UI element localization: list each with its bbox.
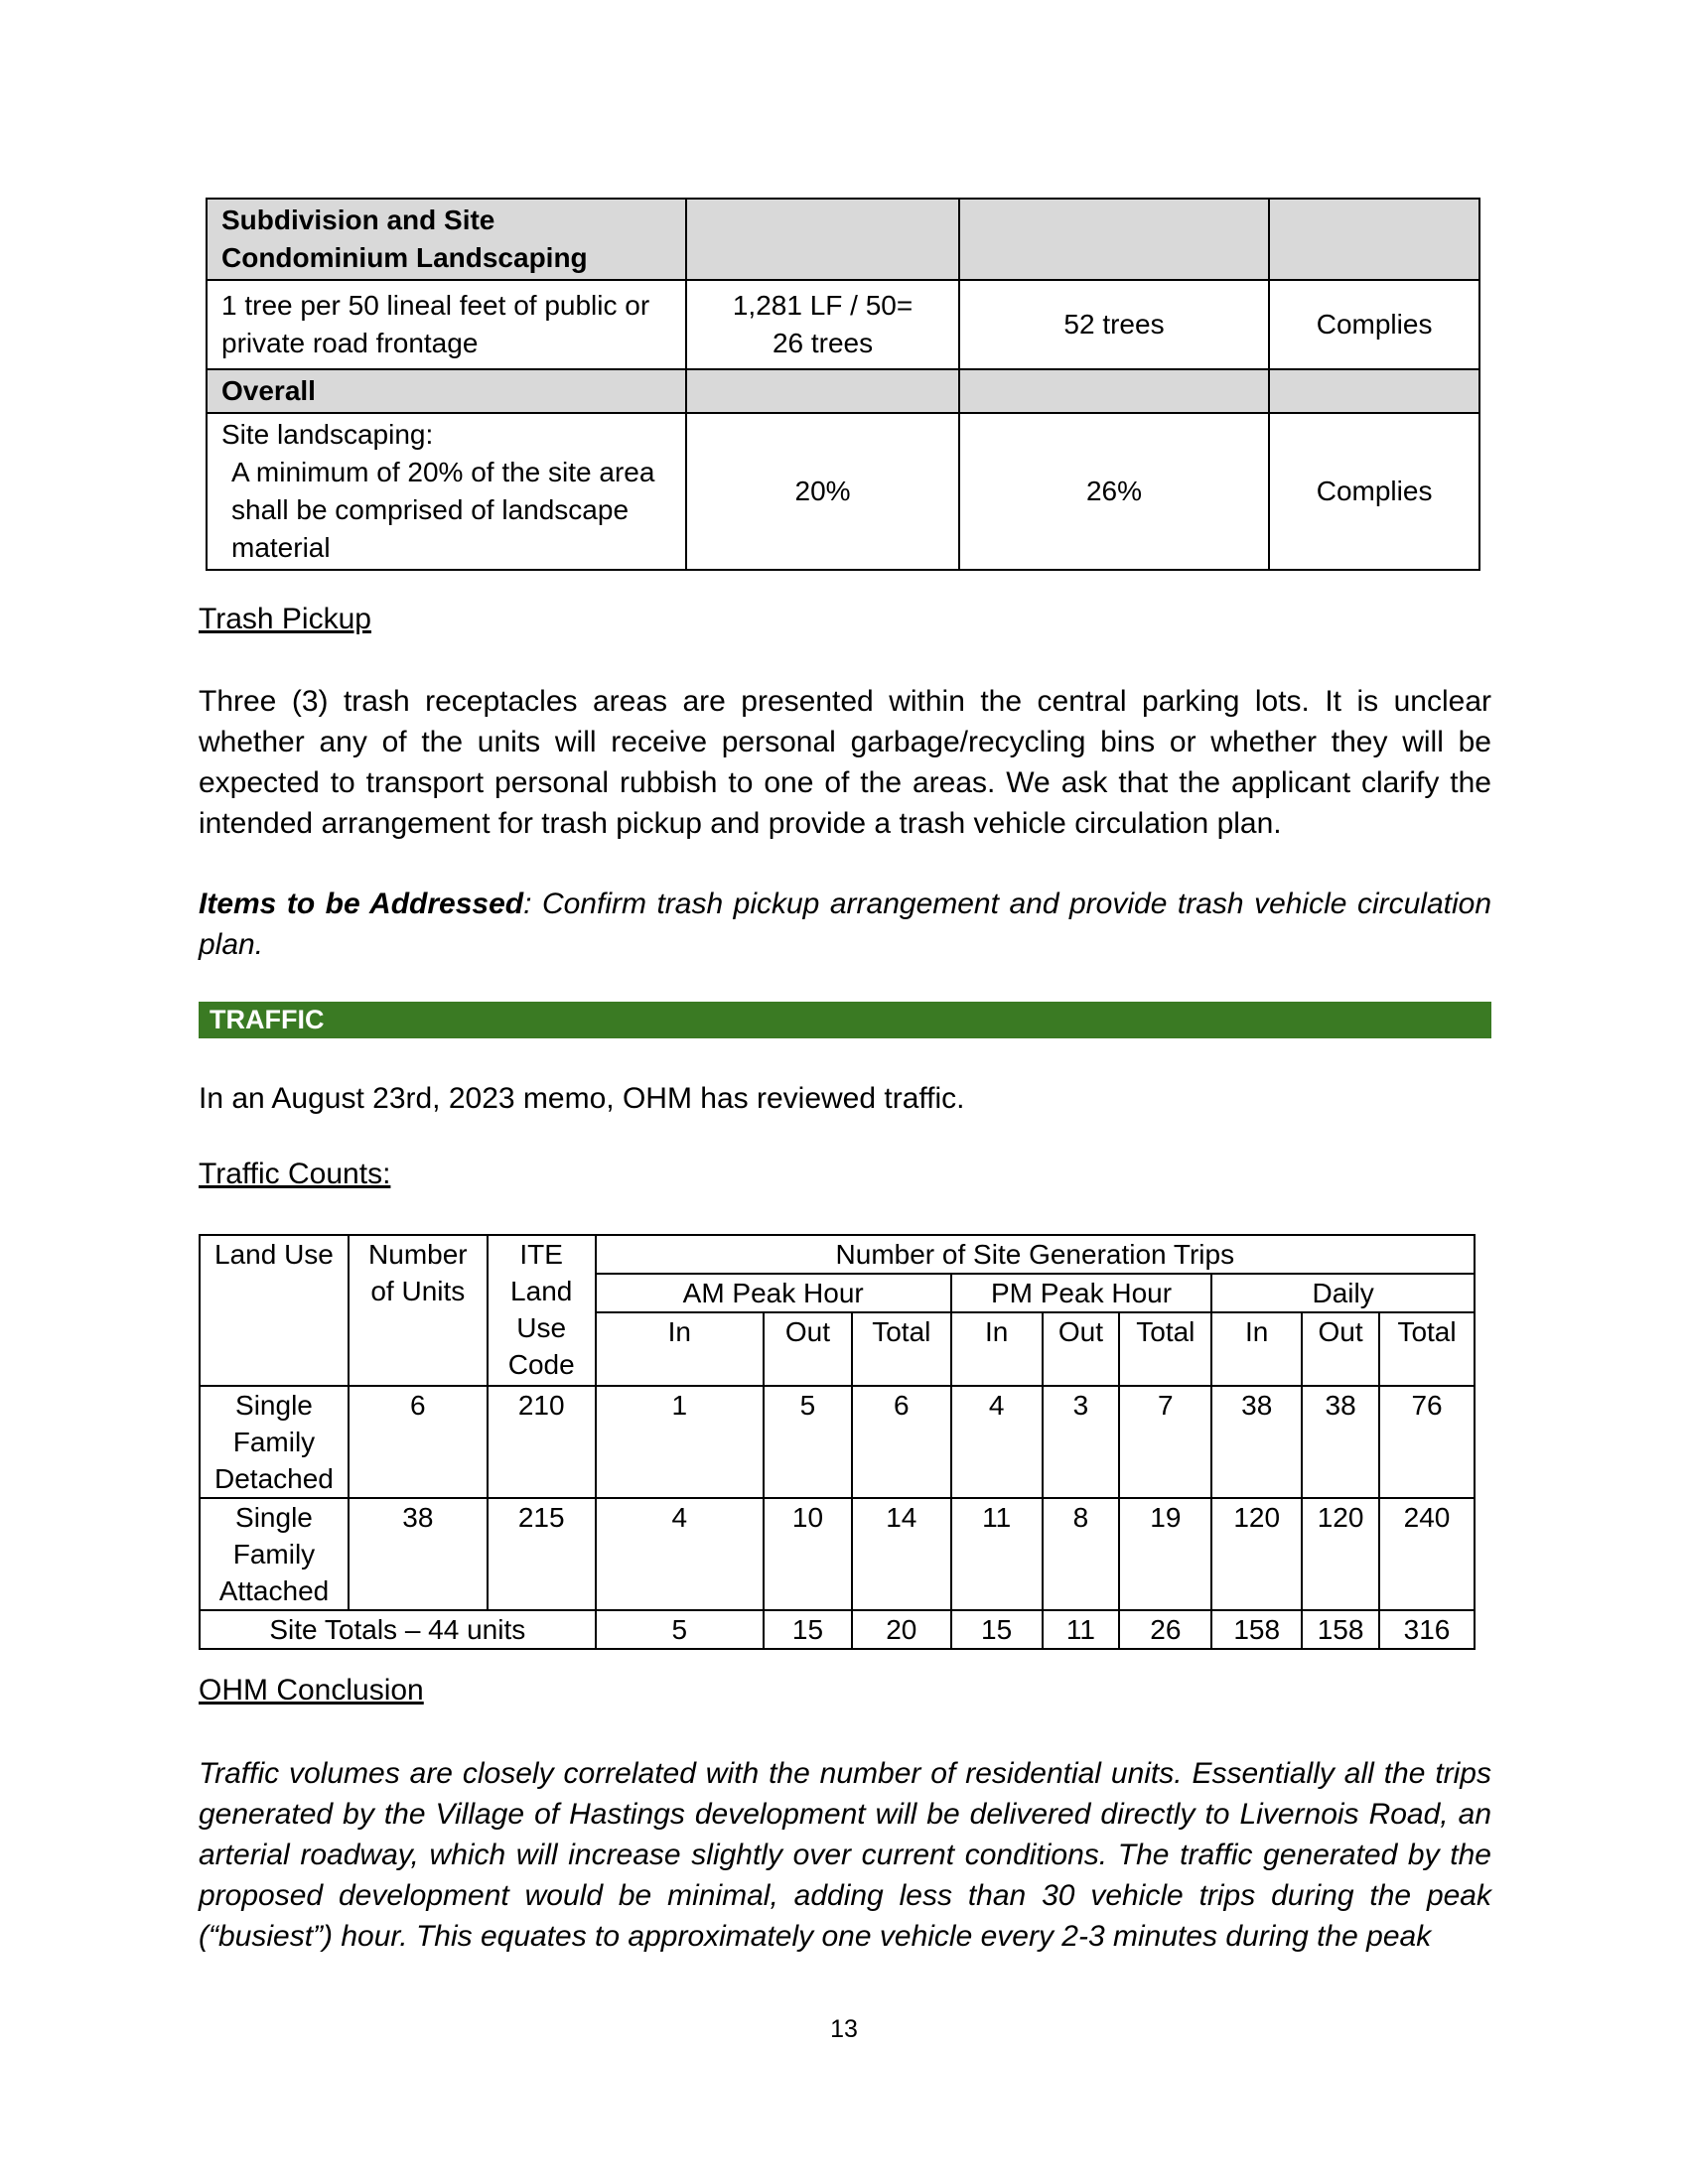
traffic-counts-table xyxy=(199,1234,1476,1650)
table-row xyxy=(207,280,1479,369)
table-row: Single Family Detached 6 210 1 5 6 4 3 7 38 38 76 xyxy=(200,1386,1475,1498)
ohm-conclusion-heading: OHM Conclusion xyxy=(199,1674,424,1706)
header-total: Total xyxy=(1379,1312,1475,1386)
header-total: Total xyxy=(1119,1312,1211,1386)
status-cell: Complies xyxy=(1269,413,1479,570)
items-to-be-addressed xyxy=(199,884,1491,965)
land-use-cell: Single Family Attached xyxy=(200,1498,349,1610)
section-header-cell: Overall xyxy=(207,369,686,413)
required-cell: 1,281 LF / 50= 26 trees xyxy=(686,280,959,369)
section-header-cell: Subdivision and Site Condominium Landscaping xyxy=(207,199,686,280)
header-out: Out xyxy=(764,1312,852,1386)
items-label: Items to be Addressed xyxy=(199,887,524,920)
status-cell: Complies xyxy=(1269,280,1479,369)
header-pm: PM Peak Hour xyxy=(951,1274,1212,1312)
header-in: In xyxy=(951,1312,1043,1386)
totals-label: Site Totals – 44 units xyxy=(200,1610,596,1649)
header-total: Total xyxy=(852,1312,951,1386)
traffic-section-header: TRAFFIC xyxy=(199,1002,1491,1038)
trash-pickup-heading: Trash Pickup xyxy=(199,603,371,635)
traffic-counts-heading: Traffic Counts: xyxy=(199,1158,391,1190)
header-am: AM Peak Hour xyxy=(596,1274,951,1312)
header-in: In xyxy=(1211,1312,1302,1386)
header-out: Out xyxy=(1302,1312,1379,1386)
page-number: 13 xyxy=(830,2015,858,2043)
table-section-header xyxy=(207,199,1479,280)
header-daily: Daily xyxy=(1211,1274,1475,1312)
provided-cell: 52 trees xyxy=(959,280,1269,369)
items-text: : Confirm trash pickup arrangement and provide trash vehicle circulation plan. xyxy=(199,887,1492,961)
header-land-use: Land Use xyxy=(200,1235,349,1386)
trash-pickup-paragraph: Three (3) trash receptacles areas are presented within the central parking lots. It is unclear whether any of the units will receive personal garbage/recycling bins or whether they will be expected to transport personal rubbish to one of the areas. We ask that the applicant clarify the intended arrangement for trash pickup and provide a trash vehicle circulation plan. xyxy=(199,685,1491,840)
header-units: Number of Units xyxy=(349,1235,488,1386)
table-section-header xyxy=(207,369,1479,413)
requirement-cell: 1 tree per 50 lineal feet of public or private road frontage xyxy=(207,280,686,369)
landscaping-table xyxy=(206,198,1480,571)
table-row: Single Family Attached 38 215 4 10 14 11 8 19 120 120 240 xyxy=(200,1498,1475,1610)
provided-cell: 26% xyxy=(959,413,1269,570)
header-ite: ITE Land Use Code xyxy=(488,1235,596,1386)
totals-row: Site Totals – 44 units 5 15 20 15 11 26 158 158 316 xyxy=(200,1610,1475,1649)
header-out: Out xyxy=(1043,1312,1120,1386)
traffic-intro: In an August 23rd, 2023 memo, OHM has reviewed traffic. xyxy=(199,1082,965,1115)
table-row xyxy=(207,413,1479,570)
ohm-conclusion-paragraph: Traffic volumes are closely correlated with the number of residential units. Essentially all the trips generated by the Village of Hastings development will be delivered directly to Livernois Road, an arterial roadway, which will increase slightly over current conditions. The traffic generated by the proposed development would be minimal, adding less than 30 vehicle trips during the peak (“busiest”) hour. This equates to approximately one vehicle every 2-3 minutes during the peak xyxy=(199,1757,1491,1953)
header-in: In xyxy=(596,1312,764,1386)
land-use-cell: Single Family Detached xyxy=(200,1386,349,1498)
header-trips: Number of Site Generation Trips xyxy=(596,1235,1475,1274)
required-cell: 20% xyxy=(686,413,959,570)
requirement-cell: Site landscaping: A minimum of 20% of the site area shall be comprised of landscape material xyxy=(207,413,686,570)
